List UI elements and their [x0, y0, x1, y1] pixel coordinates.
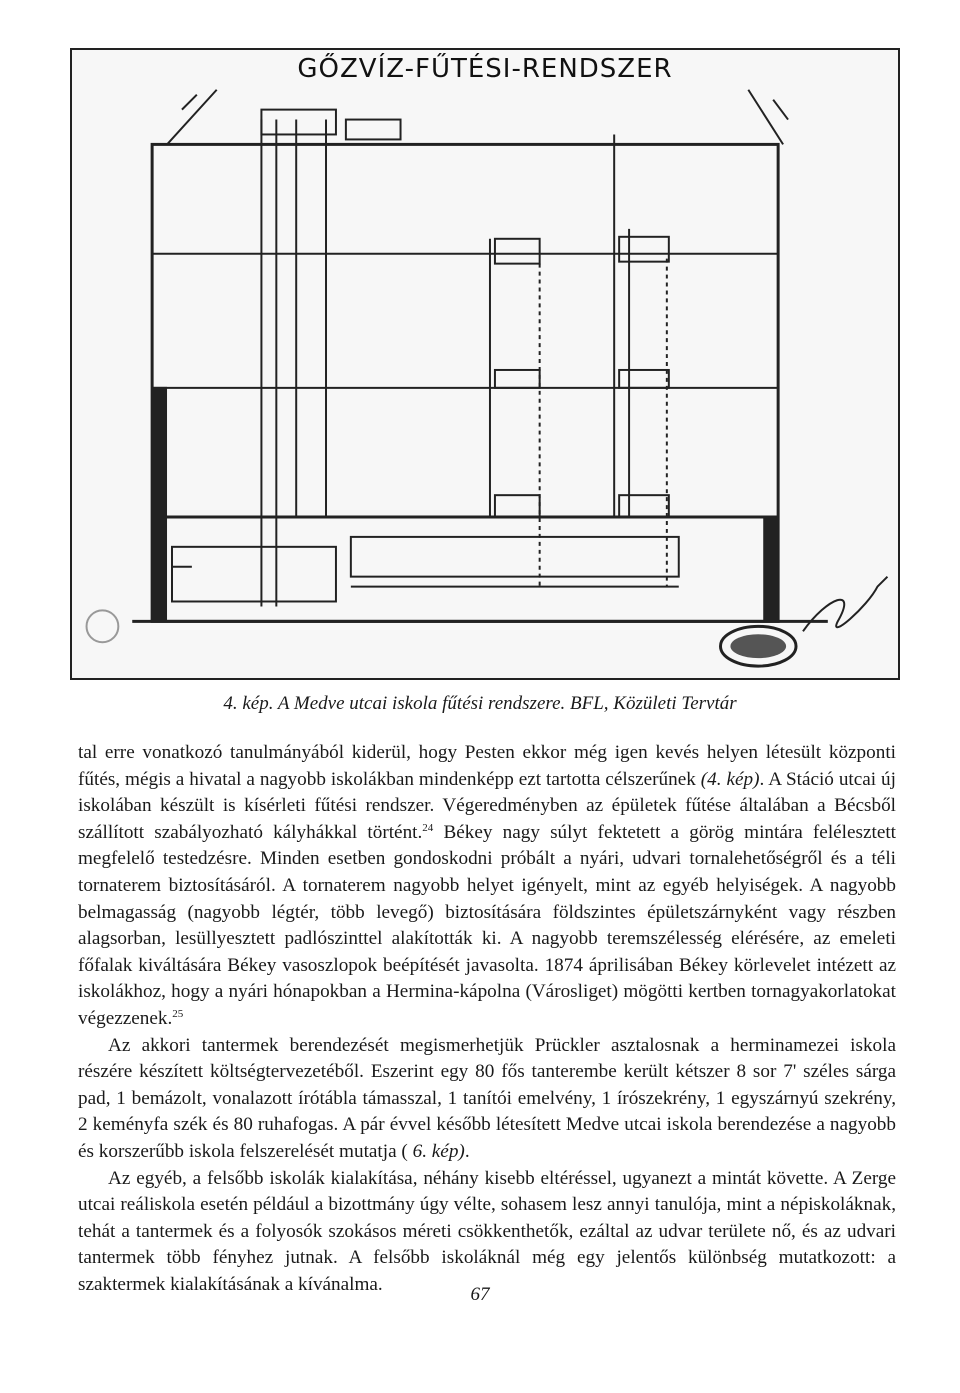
paragraph-1-text-c: Békey nagy súlyt fektetett a görög mintára felélesztett megfelelő testedzésre. Minden esetben gondoskodni próbált a nyári, udvari tornalehetőségről és a téli tornaterem biztosításáról. A tornaterem nagyobb helyet igényelt, mint az egyéb helyiségek. A nagyobb belmagasság (nagyobb légtér, több levegő) biztosítására földszintes épületszárnyként vagy részben alagsorban, lesüllyesztett padlószinttel alakították ki. A nagyobb teremszélesség elérésére, az emeleti főfalak kiváltására Békey vasoszlopok beépítését javasolta. 1874 áprilisában Békey körlevelet intézett az iskolákhoz, hogy a nyári hónapokban a Hermina-kápolna (Városliget) mögötti kertben tornagyakorlatokat végezzenek. — [78, 821, 896, 1029]
signature-scribble — [803, 577, 887, 632]
article-body — [78, 740, 896, 1298]
figure-reference-6: 6. kép) — [412, 1140, 465, 1162]
drawing-title: GŐZVÍZ-FŰTÉSI-RENDSZER — [297, 54, 673, 84]
figure-reference-4: (4. kép) — [700, 768, 760, 790]
round-stamp-mark — [87, 610, 119, 642]
paragraph-1-text-a: tal erre vonatkozó tanulmányából kiderül, hogy Pesten ekkor még igen kevés helyen létesült központi fűtés, mégis a hivatal a nagyobb iskolákban mindenképp ezt tartotta célszerűnek — [78, 742, 896, 790]
figure-caption: 4. kép. A Medve utcai iskola fűtési rendszere. BFL, Közületi Tervtár — [223, 693, 737, 714]
paragraph-2-text-b: . — [464, 1140, 470, 1162]
page-number: 67 — [470, 1284, 490, 1305]
paragraph-1 — [78, 740, 896, 1033]
paragraph-3: Az egyéb, a felsőbb iskolák kialakítása, néhány kisebb eltéréssel, ugyanezt a mintát követte. A Zerge utcai reáliskola esetén például a bizottmány úgy vélte, sohasem lesz annyi tanulója, mint a népiskoláknak, tehát a tantermek és a folyosók szokásos méreti csökkenthetők, ezáltal az udvar területe nő, és az udvari tantermek több fényhez jutnak. A felsőbb iskoláknál még egy jelentős különbség mutatkozott: a szaktermek kialakításának a kívánalma. — [78, 1167, 896, 1295]
building-section-diagram — [72, 50, 898, 678]
heating-system-drawing — [70, 48, 900, 680]
archive-stamp — [721, 626, 797, 666]
paragraph-2-text-a: Az akkori tantermek berendezését megismerhetjük Prückler asztalosnak a herminamezei iskola részére készített költségtervezetéből. Eszerint egy 80 fős tanterembe került kétszer 8 sor 7' széles sárga pad, 1 bemázolt, vonalazott írótábla támasszal, 1 tanítói emelvény, 1 írószekrény, 1 egyszárnyú szekrény, 2 keményfa szék és 80 ruhafogas. A pár évvel később létesített Medve utcai iskola berendezése a nagyobb és korszerűbb iskola felszerelését mutatja ( — [78, 1034, 896, 1162]
paragraph-1-text-b: . A Stáció utcai új iskolában készült is kísérleti fűtési rendszer. Végeredményben az épületek fűtése általában a Bécsből szállított szabályozható kályhákkal történt. — [78, 768, 896, 843]
paragraph-2 — [78, 1033, 896, 1166]
footnote-ref-24: 24 — [422, 821, 434, 834]
footnote-ref-25: 25 — [172, 1007, 184, 1020]
